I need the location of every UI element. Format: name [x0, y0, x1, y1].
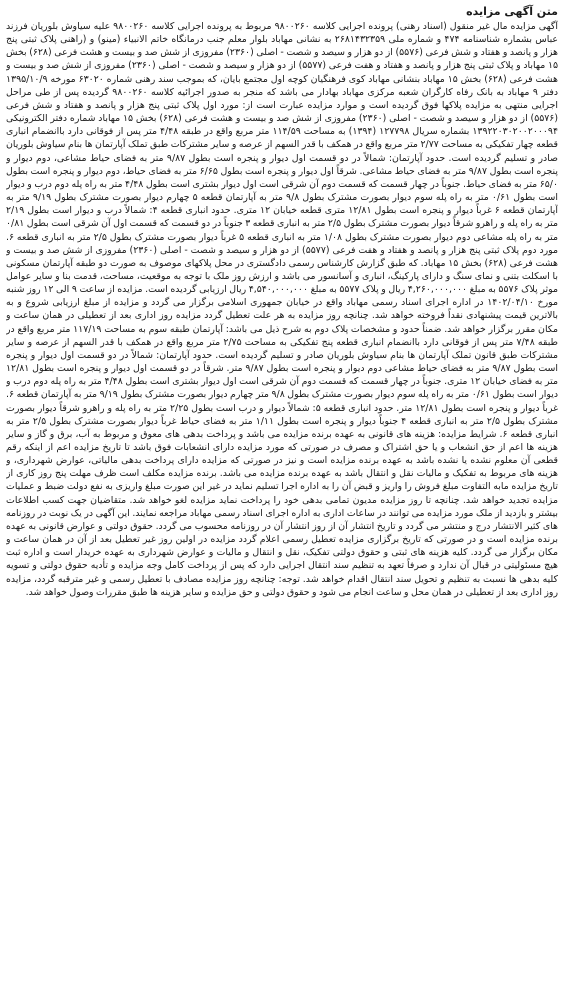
notice-paragraph: ضمناً حدود و مشخصات پلاک دوم به شرح ذیل می باشد: آپارتمان طبقه سوم به مساحت ۱۱۷/۱۹ متر مربع واقع در طبقه ۷/۴۸ متر پس از فوقانی دارد باانضمام انباری قطعه پنج تفکیکی به مساحت ۲/۷۵ متر مربع واقع در همکف با قدر السهم از عرصه و سایر مشترکات طبق قانون تملک آپارتمان ها بنام سیاوش بلوریان صادر و تسلیم گردیده است. حدود آپارتمان: شمالاً در دو قسمت اول دیوار و پنجره است بطول ۹/۸۷ متر به فضای حیاط مشاعی دوم دیوار و پنجره است بطول ۹/۸۷ متر. شرقاً در دو قسمت اول دیوار و پنجره است بطول ۱۲/۸۱ متر به فضای خیابان ۱۲ متری. جنوباً در چهار قسمت که قسمت دوم آن شرقی است اول دیوار بشتری است بطول ۴/۴۸ متر به راه پله دوم درب و دیوار است بطول ۰/۶۱ متر به راه پله سوم دیوار بصورت مشترک بطول ۹/۸ متر چهارم دیوار بصورت مشترک بطول ۹/۱۹ متر به آپارتمان قطعه ۶. غرباً دیوار و پنجره است بطول ۱۲/۸۱ متر. حدود انباری قطعه ۵: شمالاً دیوار و درب است بطول ۲/۲۵ متر به راه پله و راهرو شرقاً دیوار بصورت مشترک بطول ۲/۵ متر به انباری قطعه ۴ جنوباً دیوار و پنجره است بطول ۱/۱۱ متر به فضای حیاط غرباً دیوار بصورت مشترک بطول ۲/۵ متر به انباری قطعه ۶. — [6, 323, 558, 440]
notice-title: متن آگهی مزایده — [466, 5, 558, 18]
auction-notice — [6, 4, 558, 994]
notice-paragraph: آگهی مزایده مال غیر منقول (اسناد رهنی) پرونده اجرایی کلاسه ۹۸۰۰۲۶۰ مربوط به پرونده اجرایی کلاسه ۹۸۰۰۲۶۰ علیه سیاوش بلوریان فرزند عباس بشماره شناسنامه ۴۷۴ و شماره ملی ۲۶۸۱۴۳۲۳۵۹ به نشانی مهاباد بلوار معلم جنب درمانگاه خاتم الانبیاء (مینو) و (راهنی پلاک ثبتی پنج هزار و پانصد و هفتاد و شش فرعی (۵۵۷۶) از دو هزار و سیصد و شصت - اصلی (۲۳۶۰) مفروزی از شش صد و بیست و هشت فرعی (۶۲۸) بخش ۱۵ مهاباد و پلاک ثبتی پنج هزار و پانصد و هفتاد و هفت فرعی (۵۵۷۷) از دو هزار و سیصد و شصت - اصلی (۲۳۶۰) مفروزی از شش صد و بیست و هشت فرعی (۶۲۸) بخش ۱۵ مهاباد بنشانی مهاباد کوی فرهنگیان کوچه اول مجتمع بایان، که بموجب سند رهنی شماره ۶۳۰۲۰ مورخه ۱۳۹۵/۱۰/۹ دفتر ۹ مهاباد به بانک رفاه کارگران شعبه مرکزی مهاباد بهادار می باشد که منجر به صدور اجرائیه کلاسه ۹۸۰۰۲۶۰ گردیده پس از طی مراحل اجرایی منتهی به مزایده پلاکها فوق گردیده است و موارد مزایده عبارت است از: مورد اول پلاک ثبتی پنج هزار و پانصد و هفتاد و شش فرعی (۵۵۷۶) از دو هزار و سیصد و شصت - اصلی (۲۳۶۰) مفروزی از شش صد و بیست و هشت فرعی (۶۲۸) بخش ۱۵ مهاباد شماره دفتر الکترونیکی ۱۳۹۲۲۰۳۰۲۰۰۲۰۰۰۹۴ بشماره سریال ۱۲۷۷۹۸ (۱۳۹۴) به مساحت ۱۱۴/۵۹ متر مربع واقع در طبقه ۴/۴۸ متر پس از فوقانی دارد باانضمام انباری قطعه چهار تفکیکی به مساحت ۲/۷۷ متر مربع واقع در همکف با قدر السهم از عرصه و سایر مشترکات طبق تملک آپارتمان ها بنام سیاوش بلوریان صادر و تسلیم گردیده است. حدود آپارتمان: شمالاً در دو قسمت اول دیوار و پنجره است بطول ۹/۸۷ متر به فضای حیاط مشاعی، دوم دیوار و پنجره است بطول ۹/۸۷ متر به فضای حیاط مشاعی. شرقاً اول دیوار و پنجره است بطول ۶/۶۵ متر به فضای حیاط، دوم دیوار و پنجره است بطول ۶۵/۰ متر به فضای حیاط. جنوباً در چهار قسمت که قسمت دوم آن شرقی است اول دیوار بشتری است بطول ۴/۴۸ متر به راه پله دوم درب و دیوار است بطول ۰/۶۱ متر به راه پله سوم دیوار بصورت مشترک بطول ۹/۸ متر به آپارتمان قطعه ۵ چهارم دیوار بصورت مشترک بطول ۹/۱۹ متر به آپارتمان قطعه ۶ غرباً دیوار و پنجره است بطول ۱۲/۸۱ متری قطعه خیابان ۱۲ متری. حدود انباری قطعه ۴: شمالاً درب و دیوار است بطول ۲/۱۹ متر به راه پله و راهرو شرقاً دیوار بصورت مشترک بطول ۲/۵ متر به انباری قطعه ۳ جنوباً در دو قسمت که قسمت اول آن شرقی است بطول ۰/۸۱ متر به راه پله مشاعی دوم دیوار بصورت مشترک بطول ۱/۰۸ متر به انباری قطعه ۵ غرباً دیوار بصورت مشترک بطول ۲/۵ متر به انباری قطعه ۶. مورد دوم پلاک ثبتی پنج هزار و پانصد و هفتاد و هفت فرعی (۵۵۷۷) از دو هزار و سیصد و شصت - اصلی (۲۳۶۰) مفروزی از شش صد و بیست و هشت فرعی (۶۲۸) بخش ۱۵ مهاباد. که طبق گزارش کارشناس رسمی دادگستری در محل پلاکهای موصوف به صورت دو طبقه آپارتمان مسکونی با اسکلت بتنی و نمای سنگ و دارای پارکینگ، انباری و آسانسور می باشد و ارزش روز ملک با توجه به موقعیت، مساحت، قدمت بنا و سایر عوامل موثر پلاک ۵۵۷۶ به مبلغ ۴,۲۶۰,۰۰۰,۰۰۰ ریال و پلاک ۵۵۷۷ به مبلغ ۴,۵۴۰,۰۰۰,۰۰۰ ریال ارزیابی گردیده است. مزایده از ساعت ۹ الی ۱۲ روز شنبه مورخ ۱۴۰۲/۰۴/۱۰ در اداره اجرای اسناد رسمی مهاباد واقع در خیابان جمهوری اسلامی برگزار می گردد و مزایده از مبلغ ارزیابی شروع و به بالاترین قیمت پیشنهادی نقداً فروخته خواهد شد. چنانچه روز مزایده به هر علت تعطیل گردد مزایده روز اداری بعد از تعطیلی در همان ساعت و مکان مقرر برگزار خواهد شد. — [6, 21, 558, 335]
notice-body — [6, 20, 558, 599]
notice-paragraph: شرایط مزایده: هزینه های قانونی به عهده برنده مزایده می باشد و پرداخت بدهی های معوق و مربوط به آب، برق و گاز و سایر هزینه ها اعم از حق انشعاب و یا حق اشتراک و مصرف در صورتی که مورد مزایده دارای انشعابات فوق باشد تا تاریخ مزایده اعم از اینکه رقم قطعی آن معلوم نشده یا نشده باشد به عهده برنده مزایده است و نیز در صورتی که مزایده دارای پرداخت بدهی مالیاتی، عوارض شهرداری، و هزینه های مربوط به تفکیک و مالیات نقل و انتقال باشد به عهده برنده مزایده می باشد. برنده مزایده مکلف است ظرف مهلت پنج روز کاری از تاریخ مزایده مابه التفاوت مبلغ فروش را واریز و قبض آن را به اداره اجرا تسلیم نماید در غیر این صورت مبلغ واریزی به نفع دولت ضبط و عملیات مزایده تجدید خواهد شد. چنانچه تا روز مزایده مدیون تمامی بدهی خود را پرداخت نماید مزایده لغو خواهد شد. متقاضیان جهت کسب اطلاعات بیشتر و بازدید از ملک مورد مزایده می توانند در ساعات اداری به اداره اجرای اسناد رسمی مهاباد مراجعه نمایند. این آگهی در یک نوبت در روزنامه های کثیر الانتشار درج و منتشر می گردد و تاریخ انتشار آن از روز انتشار آن در روزنامه محسوب می گردد. حقوق دولتی و عوارض قانونی به عهده برنده مزایده است و در صورتی که تاریخ برگزاری مزایده تعطیل رسمی اعلام گردد مزایده در اولین روز غیر تعطیل بعد از آن در همان ساعت و مکان برگزار می گردد. کلیه هزینه های ثبتی و حقوق دولتی تفکیک، نقل و انتقال و مالیات و عوارض شهرداری به عهده خریدار است و اداره ثبت هیچ مسئولیتی در قبال آن ندارد و صرفاً تعهد به تنظیم سند انتقال اجرایی دارد که پس از پرداخت کامل وجه مزایده و تأدیه حقوق دولتی و تسویه کلیه بدهی ها نسبت به تنظیم و تحویل سند انتقال اقدام خواهد شد. توجه: چنانچه روز مزایده مصادف با تعطیل رسمی و غیر مترقبه گردد، مزایده روز اداری بعد از تعطیلی در همان محل و ساعت انجام می شود و حقوق دولتی و حق مزایده و سایر هزینه ها طبق مقررات وصول خواهد شد. — [6, 428, 558, 598]
